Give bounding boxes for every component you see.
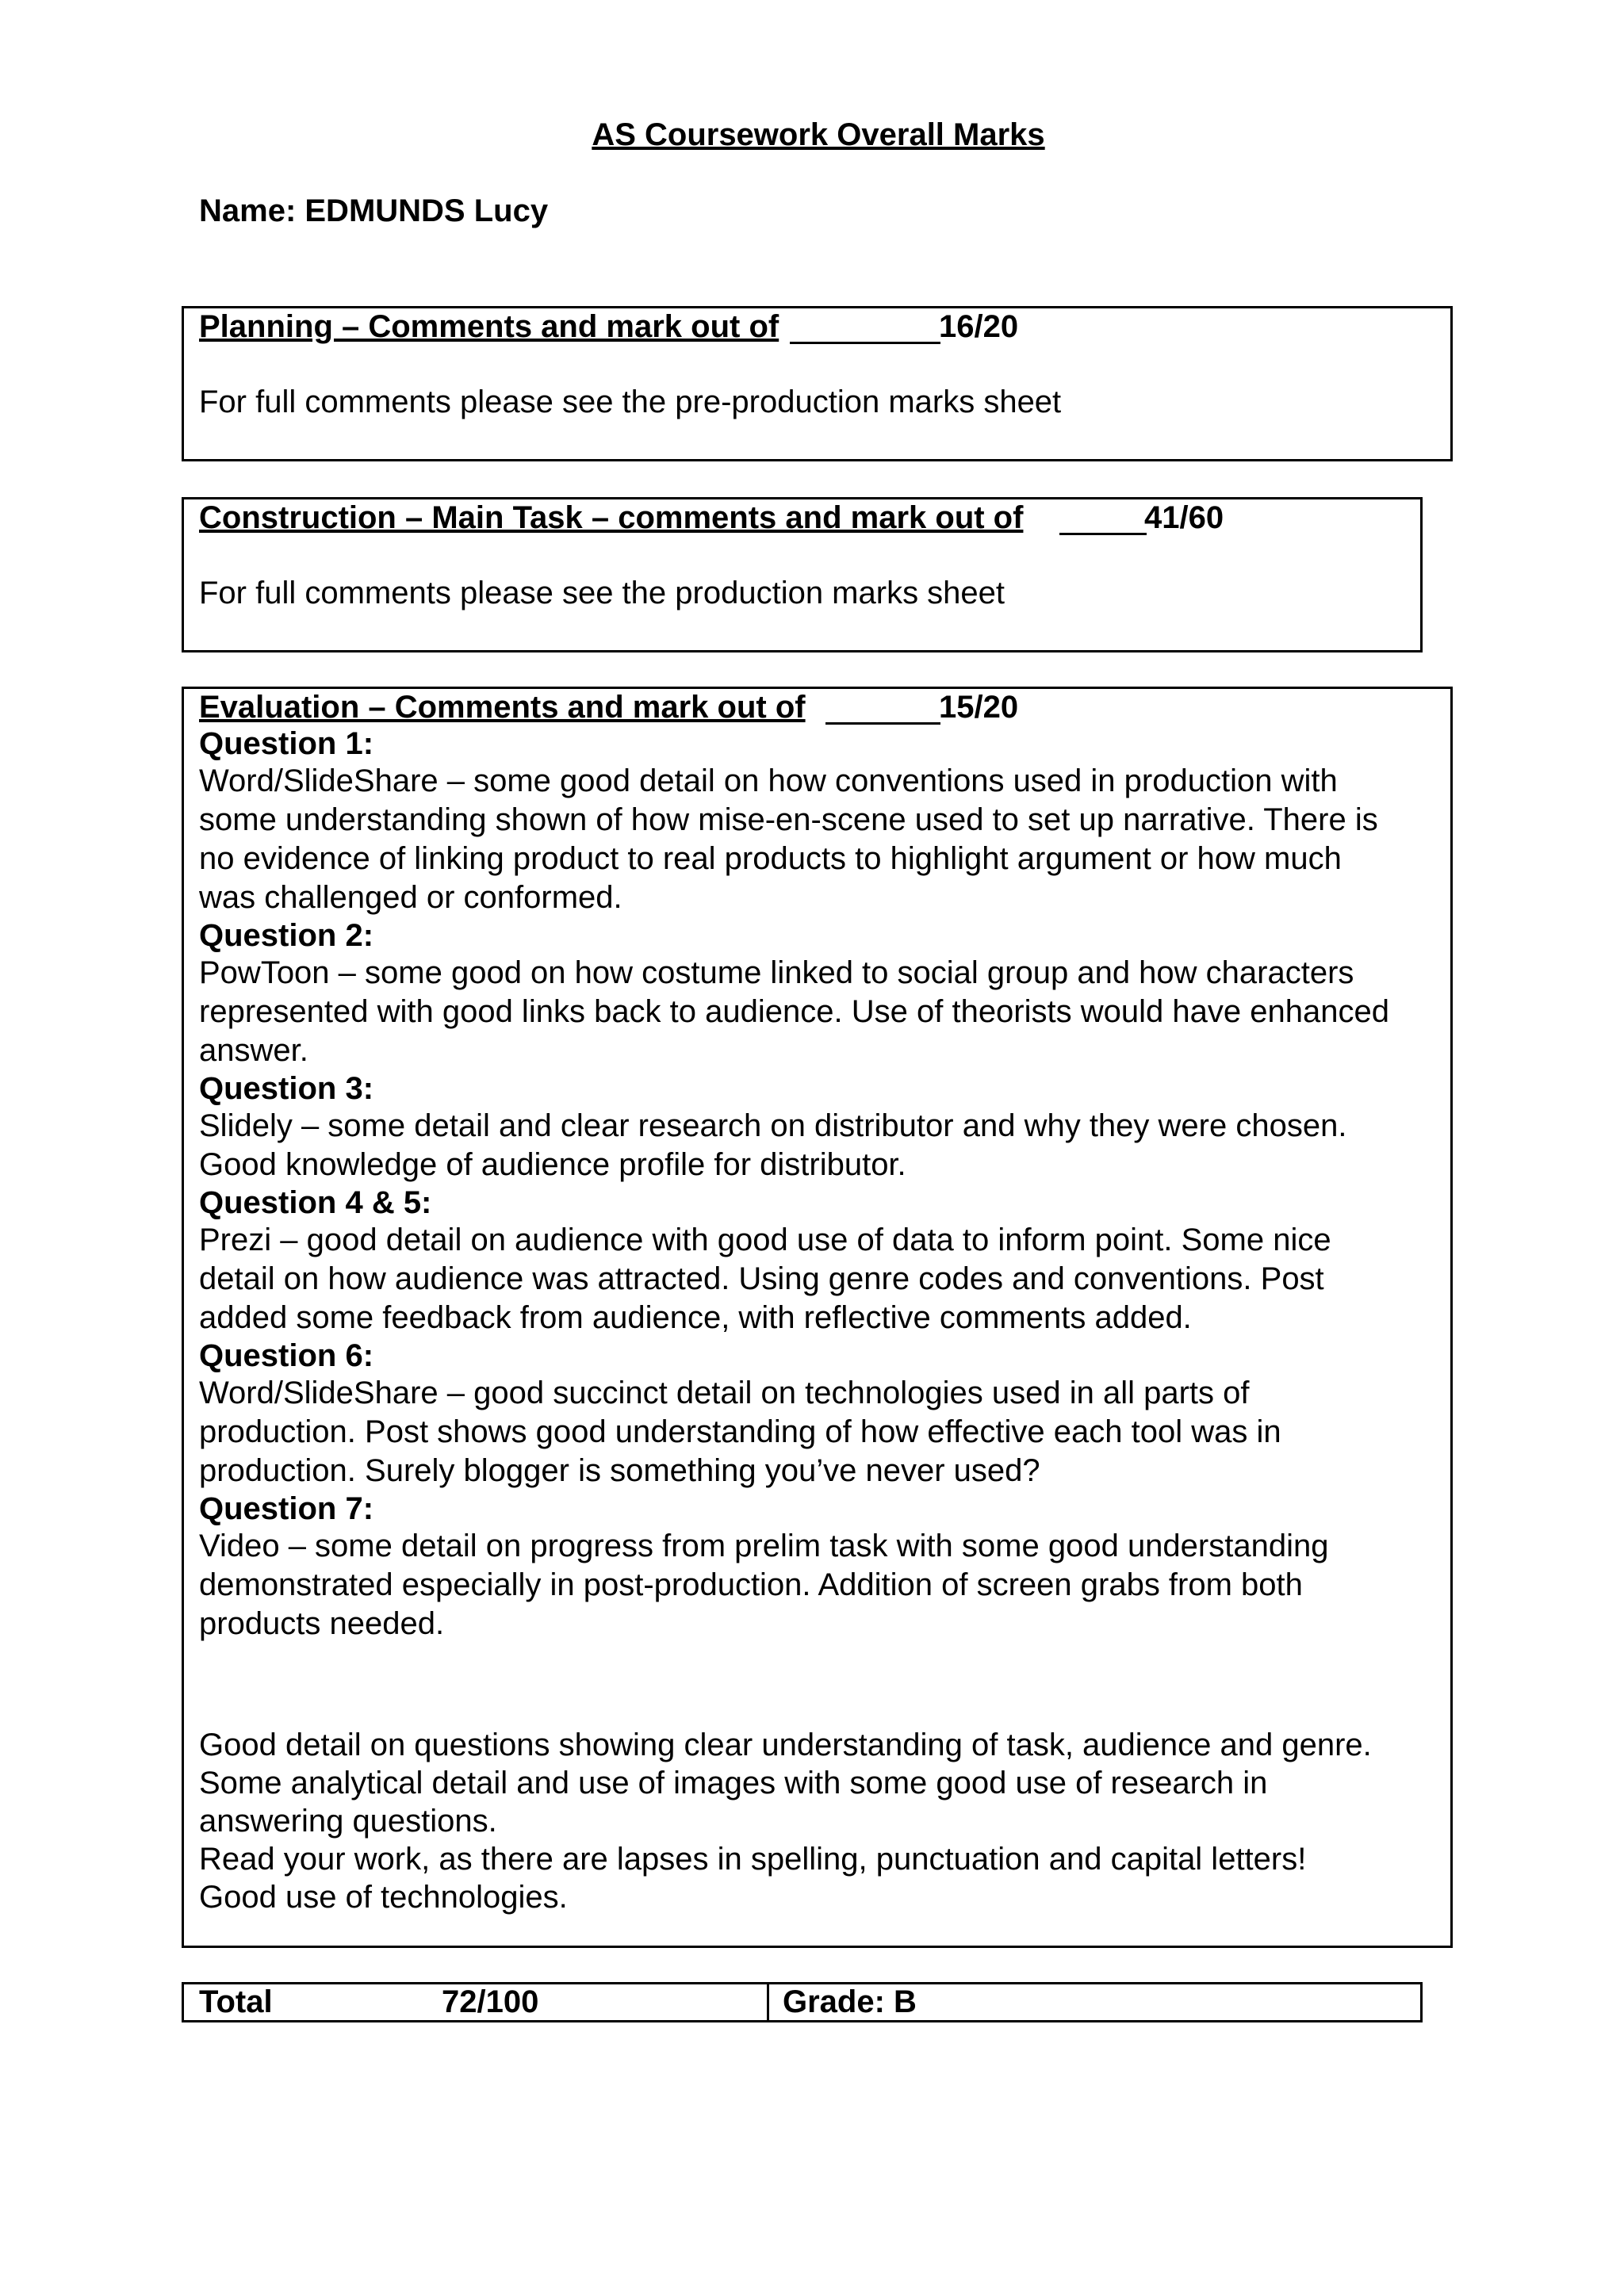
total-table	[182, 1982, 1423, 2022]
question-line: answer.	[199, 1033, 308, 1068]
evaluation-content	[199, 725, 1389, 1916]
question-line: production. Surely blogger is something you’ve never used?	[199, 1453, 1040, 1488]
question-line: Slidely – some detail and clear research on distributor and why they were chosen.	[199, 1108, 1347, 1143]
construction-underline-gap	[1059, 499, 1147, 535]
question-label: Question 3:	[199, 1071, 374, 1106]
construction-heading-label: Construction – Main Task – comments and mark out of	[199, 500, 1024, 535]
question-line: Word/SlideShare – good succinct detail on technologies used in all parts of	[199, 1376, 1250, 1410]
summary-line: answering questions.	[199, 1804, 497, 1839]
table-divider	[767, 1984, 769, 2020]
question-line: Video – some detail on progress from prelim task with some good understanding	[199, 1529, 1329, 1563]
construction-heading	[199, 499, 1230, 536]
total-label: Total	[199, 1984, 273, 2019]
question-line: no evidence of linking product to real products to highlight argument or how much	[199, 841, 1342, 876]
total-score: 72/100	[442, 1984, 539, 2019]
question-label: Question 1:	[199, 726, 374, 761]
question-line: added some feedback from audience, with reflective comments added.	[199, 1300, 1192, 1335]
question-line: Prezi – good detail on audience with good use of data to inform point. Some nice	[199, 1223, 1331, 1257]
construction-comment: For full comments please see the production marks sheet	[199, 576, 1005, 610]
student-name: Name: EDMUNDS Lucy	[199, 193, 549, 228]
planning-heading	[199, 308, 1024, 345]
evaluation-heading	[199, 689, 1024, 725]
question-line: represented with good links back to audience. Use of theorists would have enhanced	[199, 994, 1389, 1029]
question-line: Good knowledge of audience profile for distributor.	[199, 1147, 906, 1182]
question-label: Question 6:	[199, 1338, 374, 1373]
question-line: production. Post shows good understanding of how effective each tool was in	[199, 1414, 1281, 1449]
evaluation-section	[182, 687, 1453, 1948]
question-label: Question 4 & 5:	[199, 1185, 432, 1220]
question-3	[199, 1070, 1389, 1184]
question-1	[199, 725, 1389, 916]
question-line: products needed.	[199, 1606, 445, 1641]
construction-section	[182, 497, 1423, 652]
evaluation-underline-gap	[825, 689, 940, 725]
question-6	[199, 1337, 1389, 1490]
question-label: Question 2:	[199, 918, 374, 953]
evaluation-mark: 15/20	[939, 690, 1019, 725]
grade: Grade: B	[783, 1984, 917, 2019]
question-line: Word/SlideShare – some good detail on how conventions used in production with	[199, 763, 1338, 798]
construction-mark: 41/60	[1144, 500, 1224, 535]
question-2	[199, 917, 1389, 1070]
summary-line: Some analytical detail and use of images with some good use of research in	[199, 1766, 1268, 1800]
question-line: was challenged or conformed.	[199, 880, 622, 915]
evaluation-heading-label: Evaluation – Comments and mark out of	[199, 690, 806, 725]
evaluation-summary	[199, 1726, 1389, 1916]
question-7	[199, 1490, 1389, 1643]
planning-comment: For full comments please see the pre-production marks sheet	[199, 385, 1062, 419]
question-4-5	[199, 1184, 1389, 1337]
summary-line: Good use of technologies.	[199, 1880, 568, 1915]
question-line: PowToon – some good on how costume linked to social group and how characters	[199, 955, 1354, 990]
planning-mark: 16/20	[939, 309, 1019, 344]
document-title: AS Coursework Overall Marks	[592, 117, 1045, 152]
summary-line: Good detail on questions showing clear understanding of task, audience and genre.	[199, 1728, 1372, 1762]
planning-underline-gap	[790, 308, 940, 344]
planning-heading-label: Planning – Comments and mark out of	[199, 309, 779, 344]
question-label: Question 7:	[199, 1491, 374, 1526]
summary-line: Read your work, as there are lapses in spelling, punctuation and capital letters!	[199, 1842, 1307, 1877]
question-line: some understanding shown of how mise-en-scene used to set up narrative. There is	[199, 802, 1378, 837]
planning-section	[182, 306, 1453, 461]
question-line: demonstrated especially in post-production. Addition of screen grabs from both	[199, 1567, 1303, 1602]
question-line: detail on how audience was attracted. Using genre codes and conventions. Post	[199, 1261, 1324, 1296]
